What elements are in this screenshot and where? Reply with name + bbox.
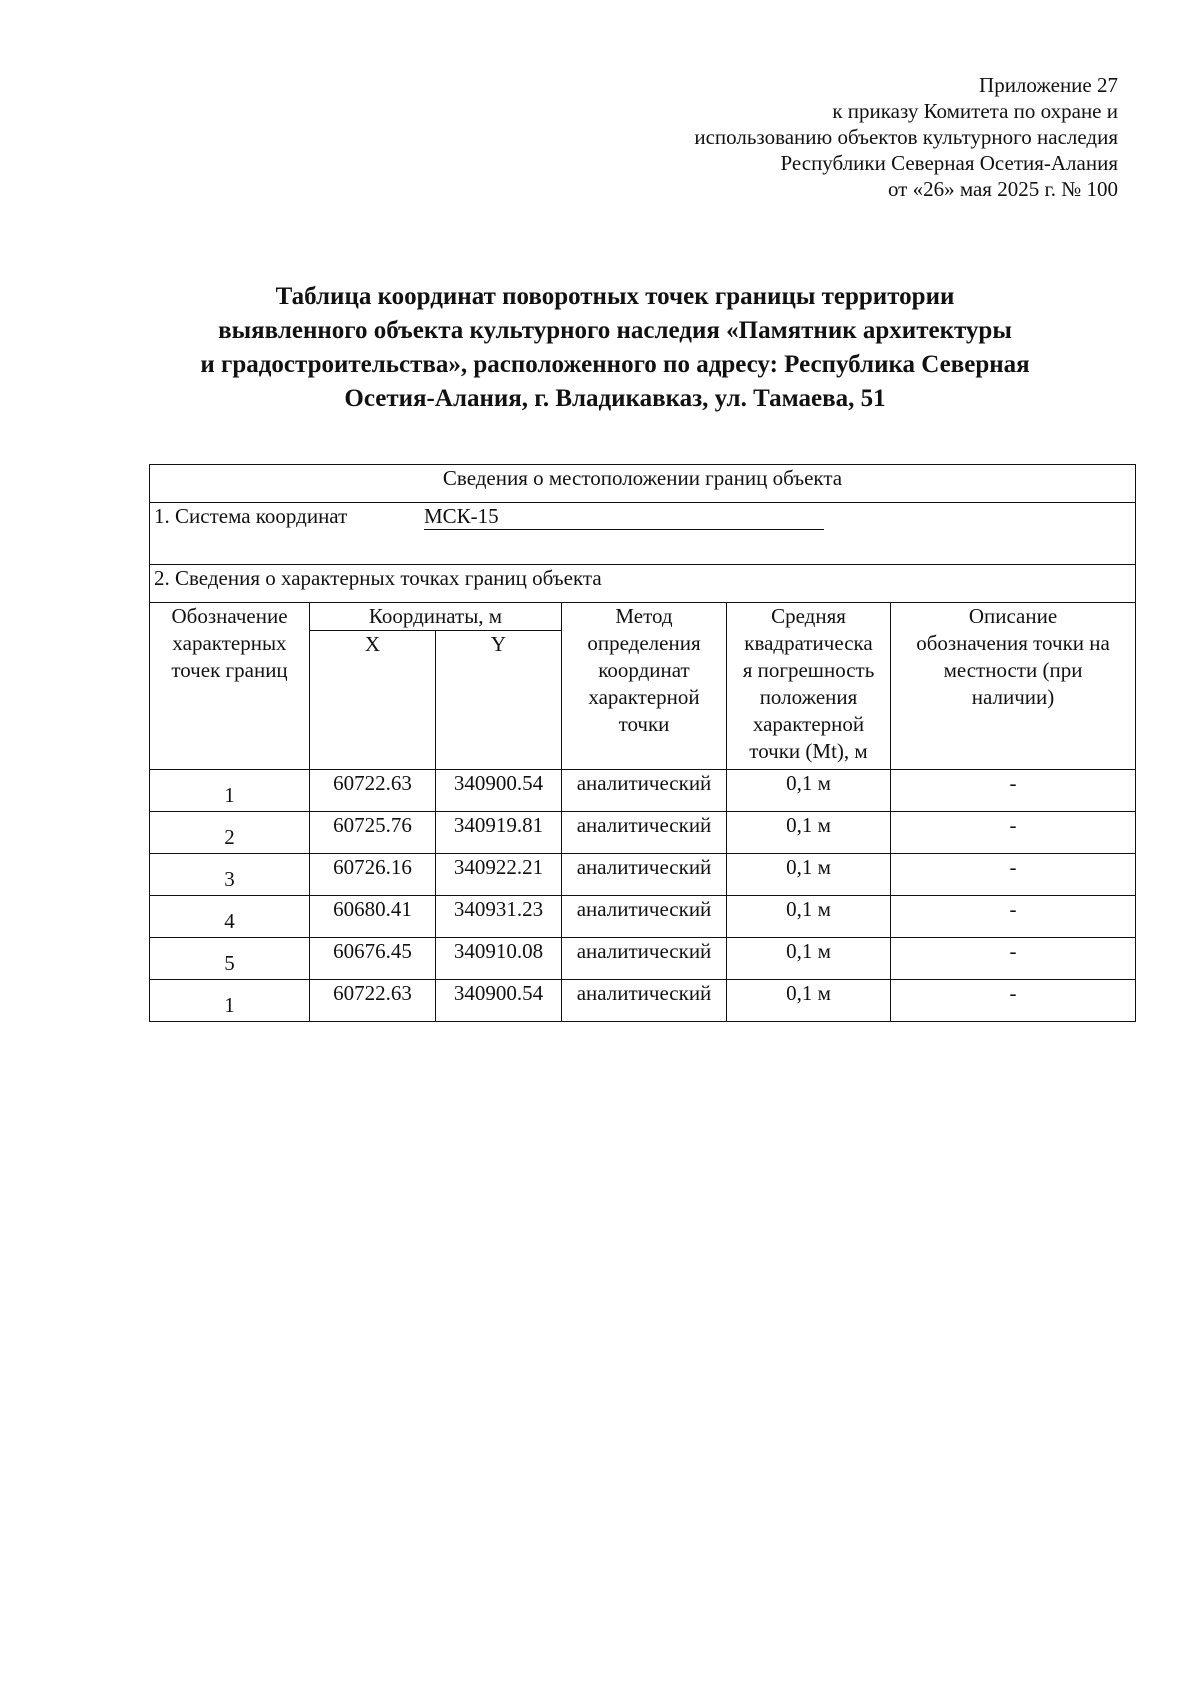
points-header: 2. Сведения о характерных точках границ объекта bbox=[150, 565, 1136, 603]
cell-point: 5 bbox=[150, 938, 310, 980]
cell-x: 60676.45 bbox=[310, 938, 436, 980]
col-error bbox=[727, 603, 891, 770]
header-text: характерной bbox=[752, 712, 865, 736]
cell-error: 0,1 м bbox=[727, 770, 891, 812]
title-line: и градостроительства», расположенного по адресу: Республика Северная bbox=[200, 351, 1030, 378]
cell-method: аналитический bbox=[562, 770, 727, 812]
document-title bbox=[150, 280, 1080, 416]
header-text: я погрешность bbox=[742, 658, 875, 682]
col-designation bbox=[150, 603, 310, 770]
cell-point: 3 bbox=[150, 854, 310, 896]
cell-y: 340900.54 bbox=[436, 770, 562, 812]
table-row bbox=[150, 938, 1136, 980]
header-text: точки bbox=[618, 712, 670, 736]
cell-point: 4 bbox=[150, 896, 310, 938]
cell-y: 340931.23 bbox=[436, 896, 562, 938]
col-coordinates: Координаты, м bbox=[310, 603, 562, 631]
title-line: Таблица координат поворотных точек границы территории bbox=[275, 283, 955, 310]
annex-line: к приказу Комитета по охране и bbox=[832, 99, 1118, 123]
cell-error: 0,1 м bbox=[727, 980, 891, 1022]
header-text: квадратическа bbox=[744, 631, 873, 655]
col-method bbox=[562, 603, 727, 770]
cell-method: аналитический bbox=[562, 896, 727, 938]
cell-y: 340919.81 bbox=[436, 812, 562, 854]
table-row bbox=[150, 896, 1136, 938]
table-row bbox=[150, 854, 1136, 896]
annex-header bbox=[518, 72, 1118, 202]
cell-description: - bbox=[891, 770, 1136, 812]
table-row bbox=[150, 770, 1136, 812]
cell-x: 60726.16 bbox=[310, 854, 436, 896]
cell-description: - bbox=[891, 980, 1136, 1022]
cell-method: аналитический bbox=[562, 980, 727, 1022]
header-text: Метод bbox=[615, 604, 673, 628]
coord-system-label: 1. Система координат bbox=[154, 504, 348, 528]
cell-x: 60722.63 bbox=[310, 770, 436, 812]
header-text: точек границ bbox=[171, 658, 288, 682]
coord-system-value: МСК-15 bbox=[424, 503, 824, 530]
header-text: обозначения точки на bbox=[916, 631, 1110, 655]
section-header: Сведения о местоположении границ объекта bbox=[150, 465, 1136, 503]
table-row bbox=[150, 812, 1136, 854]
cell-method: аналитический bbox=[562, 812, 727, 854]
header-text: Обозначение bbox=[171, 604, 288, 628]
cell-error: 0,1 м bbox=[727, 812, 891, 854]
header-text: характерных bbox=[172, 631, 287, 655]
table-row bbox=[150, 980, 1136, 1022]
coordinates-table bbox=[149, 464, 1136, 1022]
col-x: X bbox=[310, 631, 436, 770]
header-text: Описание bbox=[968, 604, 1058, 628]
title-line: Осетия-Алания, г. Владикавказ, ул. Тамаева, 51 bbox=[344, 385, 886, 412]
header-text: положения bbox=[759, 685, 858, 709]
annex-line: Республики Северная Осетия-Алания bbox=[780, 151, 1118, 175]
cell-error: 0,1 м bbox=[727, 896, 891, 938]
annex-line: использованию объектов культурного наследия bbox=[694, 125, 1118, 149]
cell-description: - bbox=[891, 896, 1136, 938]
cell-error: 0,1 м bbox=[727, 854, 891, 896]
annex-line: от «26» мая 2025 г. № 100 bbox=[887, 177, 1118, 201]
cell-point: 1 bbox=[150, 770, 310, 812]
cell-point: 1 bbox=[150, 980, 310, 1022]
title-line: выявленного объекта культурного наследия «Памятник архитектуры bbox=[218, 317, 1012, 344]
header-text: наличии) bbox=[971, 685, 1055, 709]
cell-y: 340922.21 bbox=[436, 854, 562, 896]
cell-method: аналитический bbox=[562, 854, 727, 896]
cell-method: аналитический bbox=[562, 938, 727, 980]
header-text: характерной bbox=[588, 685, 700, 709]
col-y: Y bbox=[436, 631, 562, 770]
cell-description: - bbox=[891, 812, 1136, 854]
cell-y: 340910.08 bbox=[436, 938, 562, 980]
annex-line: Приложение 27 bbox=[979, 73, 1118, 97]
cell-y: 340900.54 bbox=[436, 980, 562, 1022]
cell-error: 0,1 м bbox=[727, 938, 891, 980]
cell-description: - bbox=[891, 938, 1136, 980]
header-text: определения bbox=[587, 631, 701, 655]
cell-x: 60725.76 bbox=[310, 812, 436, 854]
cell-x: 60722.63 bbox=[310, 980, 436, 1022]
cell-description: - bbox=[891, 854, 1136, 896]
cell-x: 60680.41 bbox=[310, 896, 436, 938]
header-text: Средняя bbox=[771, 604, 846, 628]
col-description bbox=[891, 603, 1136, 770]
cell-point: 2 bbox=[150, 812, 310, 854]
header-text: координат bbox=[598, 658, 690, 682]
coord-system-row bbox=[150, 503, 1136, 565]
header-text: местности (при bbox=[943, 658, 1083, 682]
header-text: точки (Mt), м bbox=[749, 739, 868, 763]
